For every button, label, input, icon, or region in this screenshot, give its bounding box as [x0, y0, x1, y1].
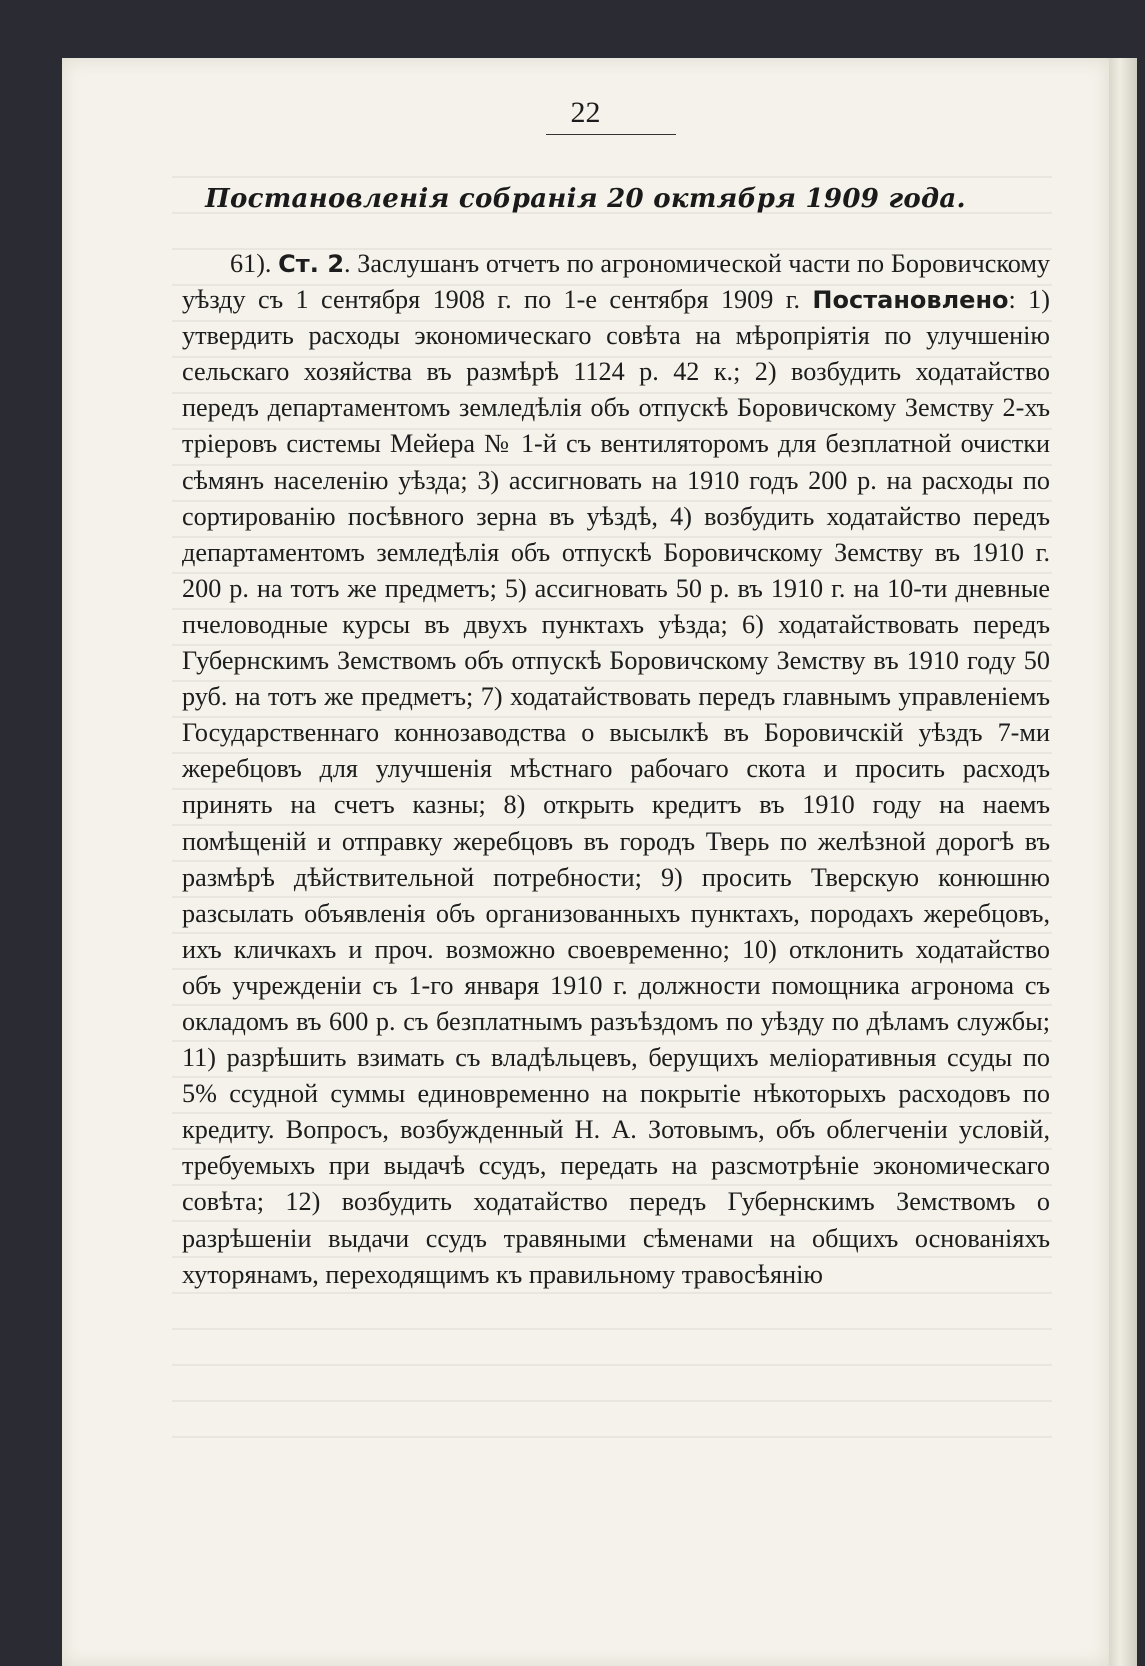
page-number-rule	[546, 134, 676, 135]
resolution-paragraph	[182, 246, 1050, 1293]
page-edge	[1109, 58, 1137, 1666]
paragraph-text-body: : 1) утвердить расходы экономическаго совѣта на мѣропріятія по улучшенію сельскаго хозяйства въ размѣрѣ 1124 р. 42 к.; 2) возбудить ходатайство передъ департаментомъ земледѣлія объ отпускѣ Боровичскому Земству 2-хъ тріеровъ системы Мейера № 1-й съ вентиляторомъ для безплатной очистки сѣмянъ населенію уѣзда; 3) ассигновать на 1910 годъ 200 р. на расходы по сортированію посѣвного зерна въ уѣздѣ, 4) возбудить ходатайство передъ департаментомъ земледѣлія объ отпускѣ Боровичскому Земству въ 1910 г. 200 р. на тотъ же предметъ; 5) ассигновать 50 р. въ 1910 г. на 10-ти дневные пчеловодные курсы въ двухъ пунктахъ уѣзда; 6) ходатайствовать передъ Губернскимъ Земствомъ объ отпускѣ Боровичскому Земству въ 1910 году 50 руб. на тотъ же предметъ; 7) ходатайствовать передъ главнымъ управленіемъ Государственнаго коннозаводства о высылкѣ въ Боровичскій уѣздъ 7-ми жеребцовъ для улучшенія мѣстнаго рабочаго скота и просить расходъ принять на счетъ казны; 8) открыть кредитъ въ 1910 году на наемъ помѣщеній и отправку жеребцовъ въ городъ Тверь по желѣзной дорогѣ въ размѣрѣ дѣйствительной потребности; 9) просить Тверскую конюшню разсылать объявленія объ организованныхъ пунктахъ, породахъ жеребцовъ, ихъ кличкахъ и проч. возможно своевременно; 10) отклонить ходатайство объ учрежденіи съ 1-го января 1910 г. должности помощника агронома съ окладомъ въ 600 р. съ безплатнымъ разъѣздомъ по уѣзду по дѣламъ службы; 11) разрѣшить взимать съ владѣльцевъ, берущихъ меліоративныя ссуды по 5% ссудной суммы единовременно на покрытіе нѣкоторыхъ расходовъ по кредиту. Вопросъ, возбужденный Н. А. Зотовымъ, объ облегченіи условій, требуемыхъ при выдачѣ ссудъ, передать на разсмотрѣніе экономическаго совѣта; 12) возбудить ходатайство передъ Губернскимъ Земствомъ о разрѣшеніи выдачи ссудъ травяными сѣменами на общихъ основаніяхъ хуторянамъ, переходящимъ къ правильному травосѣянію	[182, 285, 1050, 1289]
decided-label: Постановлено	[812, 286, 1009, 315]
paragraph-text-intro: . Заслушанъ отчетъ по агрономической части по Боровичскому уѣзду съ 1 сентября 1908 г. по 1-е сентября 1909 г.	[182, 249, 1050, 315]
page-title: Постановленія собранія 20 октября 1909 года.	[205, 184, 966, 214]
article-label: Ст. 2	[278, 250, 345, 278]
page-number: 22	[570, 96, 601, 129]
document-page	[62, 58, 1109, 1666]
item-number: 61).	[230, 249, 279, 278]
